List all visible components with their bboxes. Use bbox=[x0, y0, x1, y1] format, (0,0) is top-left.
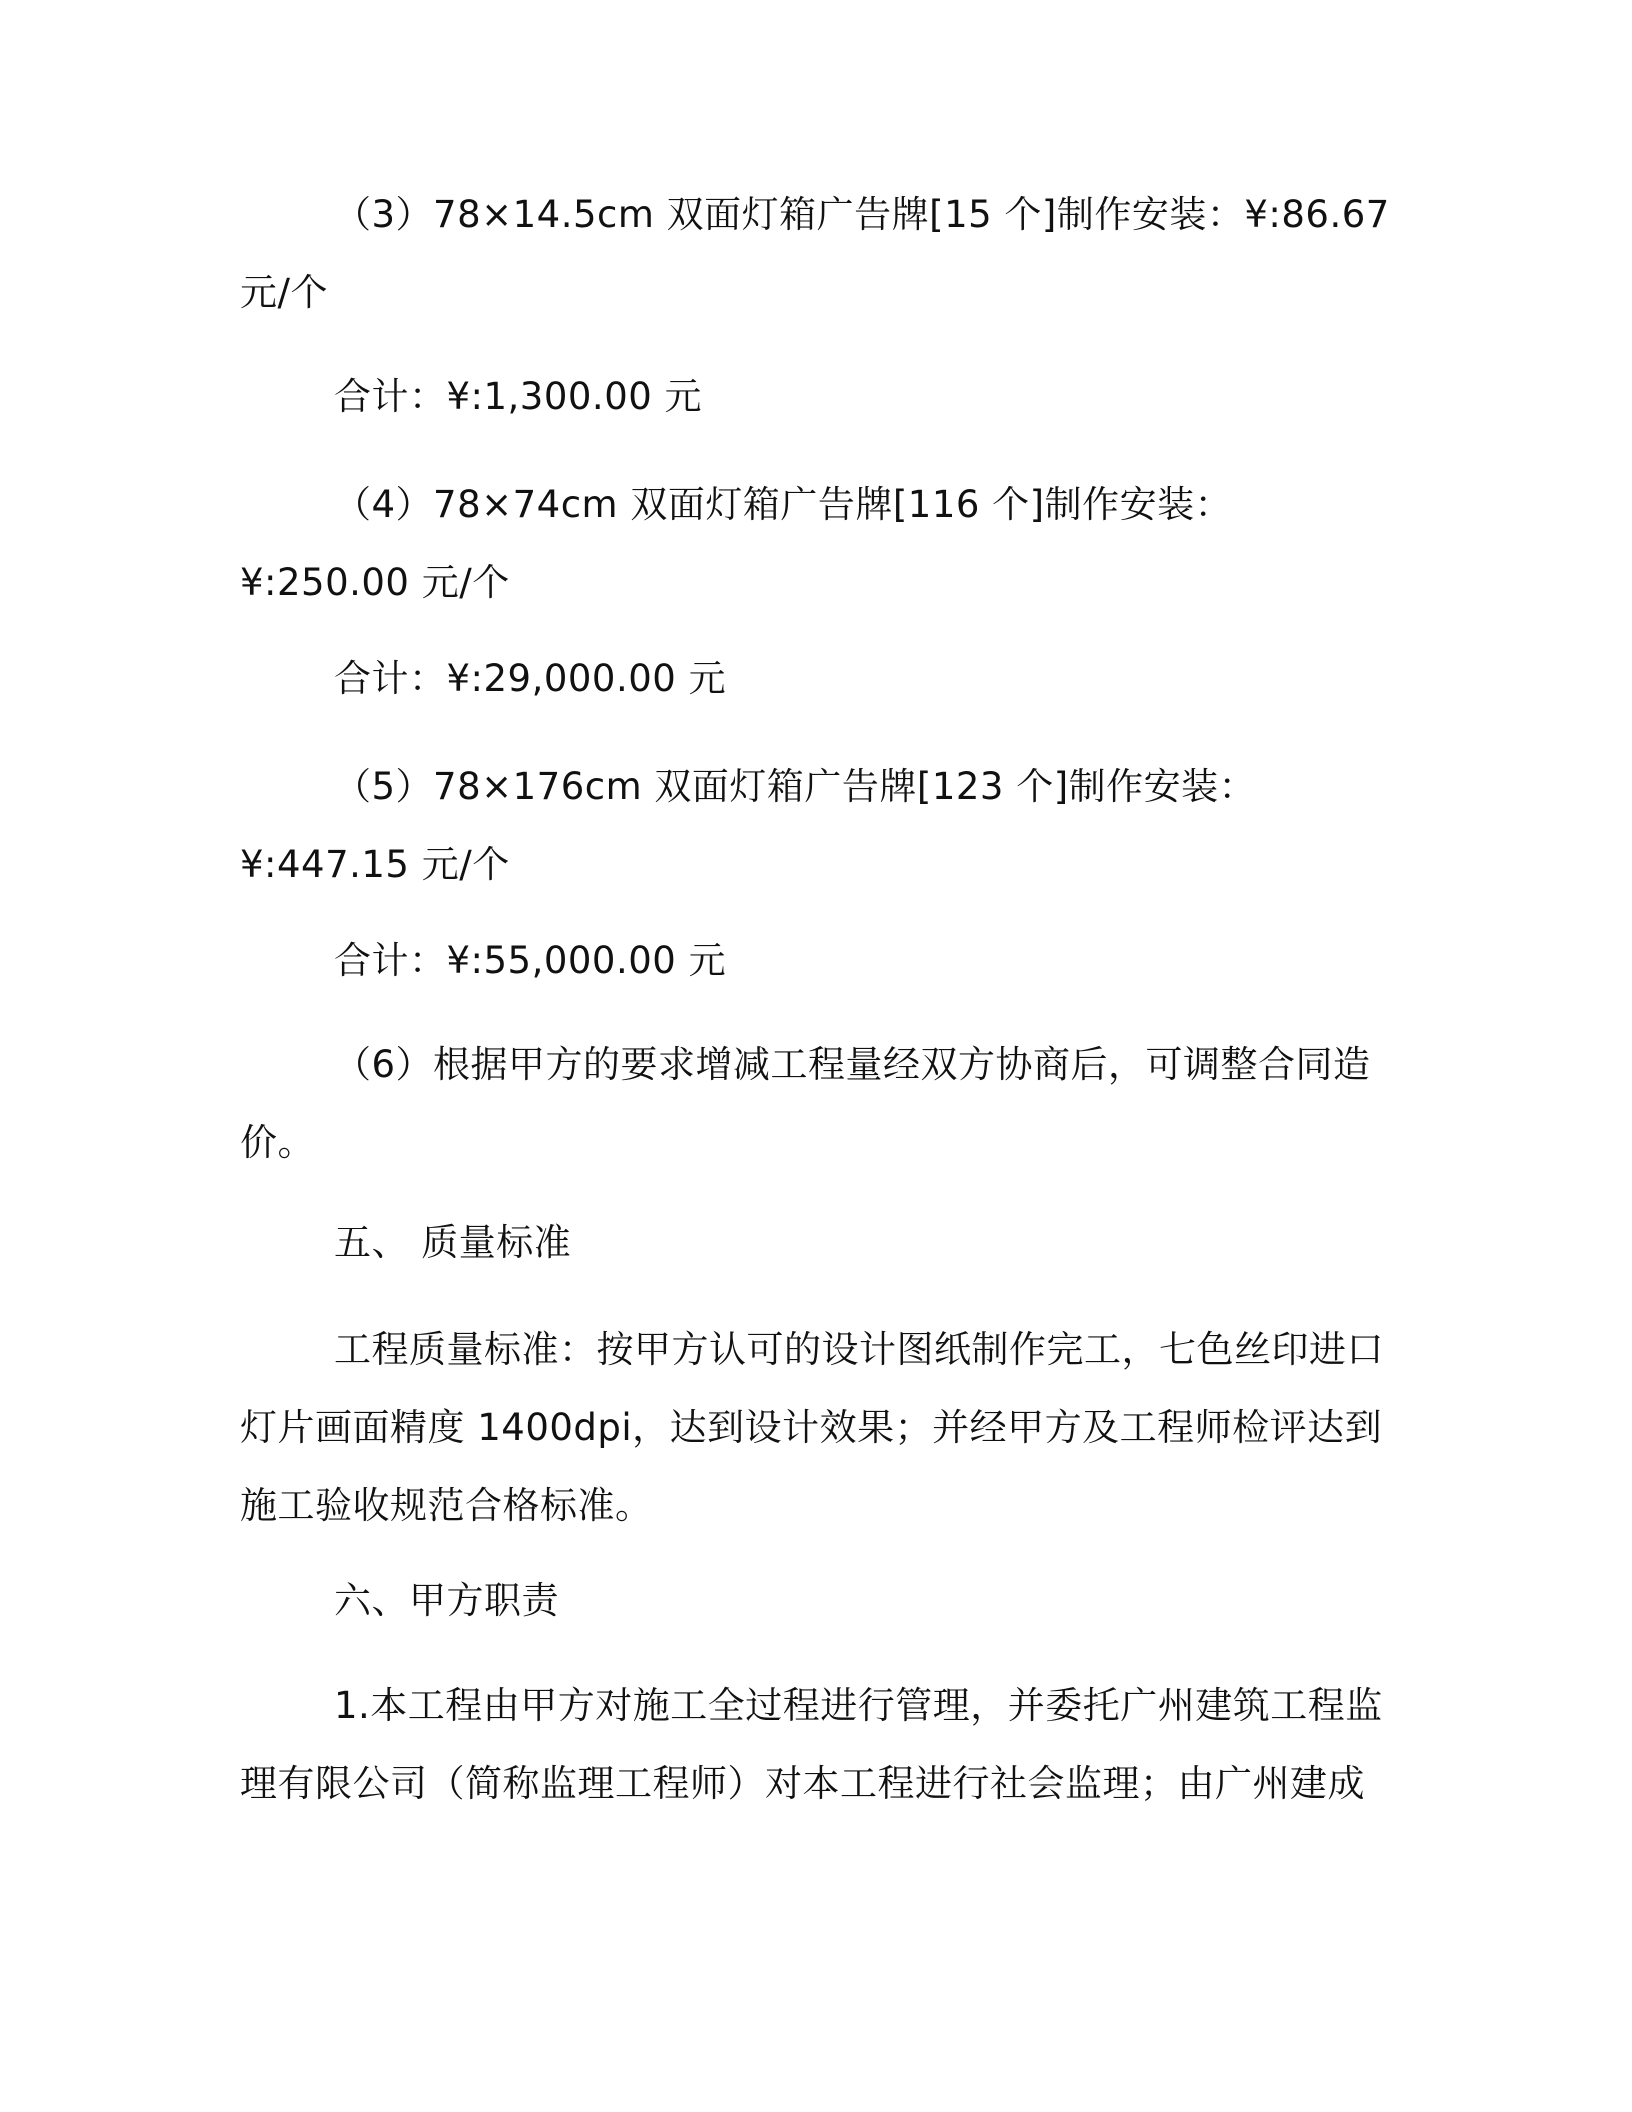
item-6-adjustment: （6）根据甲方的要求增减工程量经双方协商后，可调整合同造价。 bbox=[240, 1043, 1371, 1164]
heading-quality-standard: 五、 质量标准 bbox=[334, 1221, 572, 1264]
party-a-duty-1: 1.本工程由甲方对施工全过程进行管理，并委托广州建筑工程监理有限公司（简称监理工程师）对本工程进行社会监理；由广州建成 bbox=[240, 1684, 1383, 1805]
item-4-billboard-74cm: （4）78×74cm 双面灯箱广告牌[116 个]制作安装：¥:250.00 元/个 bbox=[240, 483, 1233, 604]
item-5-billboard-176cm: （5）78×176cm 双面灯箱广告牌[123 个]制作安装：¥:447.15 元/个 bbox=[240, 765, 1257, 886]
quality-standard-text: 工程质量标准：按甲方认可的设计图纸制作完工，七色丝印进口灯片画面精度 1400dpi，达到设计效果；并经甲方及工程师检评达到施工验收规范合格标准。 bbox=[240, 1328, 1384, 1527]
total-item-3: 合计：¥:1,300.00 元 bbox=[334, 375, 703, 418]
item-3-billboard-15cm: （3）78×14.5cm 双面灯箱广告牌[15 个]制作安装：¥:86.67 元/个 bbox=[240, 193, 1390, 314]
heading-party-a-duties: 六、甲方职责 bbox=[334, 1579, 559, 1622]
total-item-5: 合计：¥:55,000.00 元 bbox=[334, 939, 727, 982]
total-item-4: 合计：¥:29,000.00 元 bbox=[334, 657, 727, 700]
